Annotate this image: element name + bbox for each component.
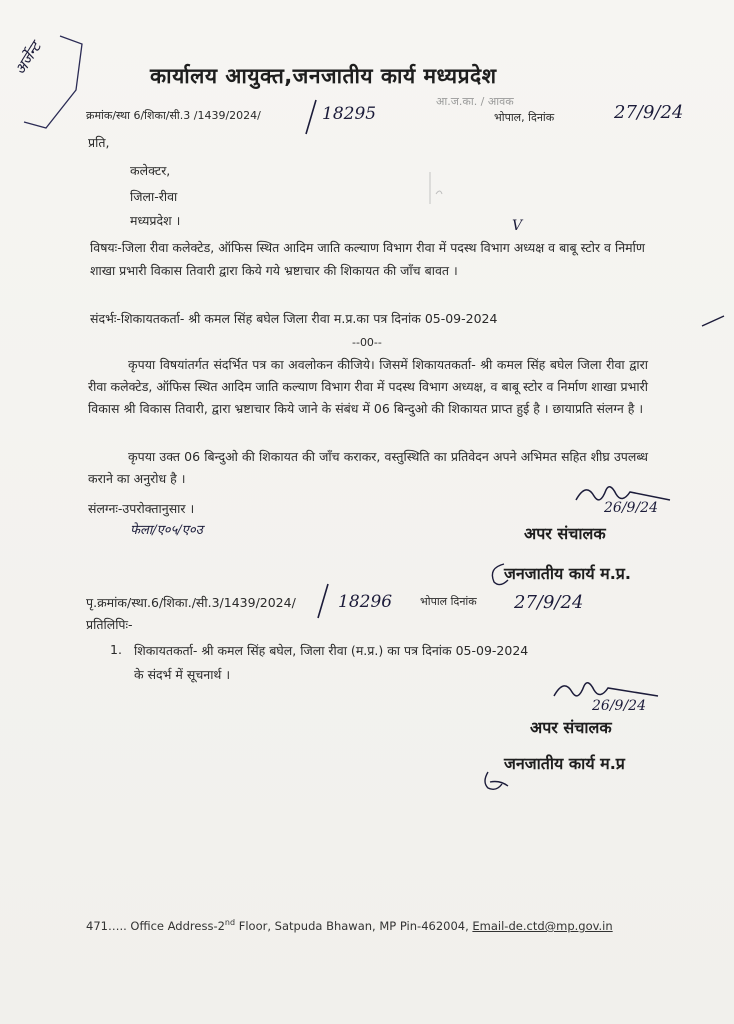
- signature-1-flourish: [484, 560, 514, 590]
- stamp-faint-marks: [426, 170, 446, 210]
- divider-text: --00--: [352, 336, 382, 349]
- signature-2-date: 26/9/24: [592, 698, 646, 714]
- tick-mark: V: [512, 218, 523, 234]
- signature-2-designation: अपर संचालक: [530, 718, 612, 737]
- ref-slash-scribble: [302, 98, 322, 138]
- date-handwritten: 27/9/24: [614, 102, 684, 123]
- recipient-prefix: प्रति,: [88, 135, 110, 150]
- place-date-label: भोपाल, दिनांक: [494, 111, 555, 124]
- copy-label: प्रतिलिपिः-: [86, 617, 133, 632]
- copy-ref-slash-scribble: [314, 582, 334, 622]
- recipient-line-3: मध्यप्रदेश ।: [130, 213, 181, 228]
- margin-pen-stroke: [700, 312, 730, 332]
- copy-item-number: 1.: [110, 642, 122, 657]
- body-paragraph-1: कृपया विषयांतर्गत संदर्भित पत्र का अवलोकन कीजिये। जिसमें शिकायतकर्ता- श्री कमल सिंह बघेल जिला रीवा द्वारा रीवा कलेक्टेड, ऑफिस स्थित आदिम जाति कल्याण विभाग रीवा में पदस्थ विभाग अध्यक्ष, व बाबू स्टोर व निर्माण शाखा प्रभारी विकास श्री विकास तिवारी, द्वारा भ्रष्टाचार किये जाने के संबंध में 06 बिन्दुओ की शिकायत प्राप्त हुई है । छायाप्रति संलग्न है ।: [88, 357, 648, 416]
- ref-handwritten-number: 18295: [322, 104, 377, 124]
- corner-note-box-scribble: [16, 30, 86, 130]
- inward-stamp-text: आ.ज.का. / आवक: [436, 95, 514, 108]
- footer-address: [86, 918, 613, 933]
- copy-ref-handwritten-number: 18296: [338, 592, 393, 612]
- enclosure-handwritten: फेला/ए०५/ए०उ: [130, 523, 203, 538]
- copy-item-text-line-2: के संदर्भ में सूचनार्थ ।: [134, 667, 231, 682]
- footer-sup: nd: [224, 918, 236, 927]
- signature-2-flourish: [478, 768, 514, 798]
- corner-handwritten-note: अर्जेन्ट: [10, 38, 45, 79]
- signature-1-department: जनजातीय कार्य म.प्र.: [504, 564, 631, 583]
- subject-text: विषयः-जिला रीवा कलेक्टेड, ऑफिस स्थित आदिम जाति कल्याण विभाग रीवा में पदस्थ विभाग अध्यक्ष व बाबू स्टोर व निर्माण शाखा प्रभारी विकास तिवारी द्वारा किये गये भ्रष्टाचार की शिकायत की जाँच बावत ।: [90, 240, 645, 278]
- copy-item-text-line-1: शिकायतकर्ता- श्री कमल सिंह बघेल, जिला रीवा (म.प्र.) का पत्र दिनांक 05-09-2024: [134, 643, 529, 658]
- signature-1-designation: अपर संचालक: [524, 524, 606, 543]
- copy-place-date-label: भोपाल दिनांक: [420, 595, 477, 608]
- copy-ref-number: पृ.क्रमांक/स्था.6/शिका./सी.3/1439/2024/: [86, 595, 296, 610]
- signature-2-department: जनजातीय कार्य म.प्र: [504, 754, 625, 773]
- footer-email-link[interactable]: Email-de.ctd@mp.gov.in: [472, 918, 613, 933]
- ref-number: क्रमांक/स्था 6/शिका/सी.3 /1439/2024/: [86, 109, 261, 122]
- enclosure-text: संलग्नः-उपरोक्तानुसार ।: [88, 501, 195, 516]
- body-paragraph-2: कृपया उक्त 06 बिन्दुओ की शिकायत की जाँच कराकर, वस्तुस्थिति का प्रतिवेदन अपने अभिमत सहित शीघ्र उपलब्ध कराने का अनुरोध है ।: [88, 449, 648, 486]
- recipient-line-1: कलेक्टर,: [130, 163, 171, 178]
- recipient-line-2: जिला-रीवा: [130, 189, 178, 204]
- footer-middle: Floor, Satpuda Bhawan, MP Pin-462004,: [235, 918, 473, 933]
- office-title: कार्यालय आयुक्त,जनजातीय कार्य मध्यप्रदेश: [150, 64, 497, 88]
- reference-text: संदर्भः-शिकायतकर्ता- श्री कमल सिंह बघेल जिला रीवा म.प्र.का पत्र दिनांक 05-09-2024: [90, 311, 498, 326]
- copy-date-handwritten: 27/9/24: [514, 592, 584, 613]
- signature-1-date: 26/9/24: [604, 500, 658, 516]
- footer-prefix: 471….. Office Address-2: [86, 918, 225, 933]
